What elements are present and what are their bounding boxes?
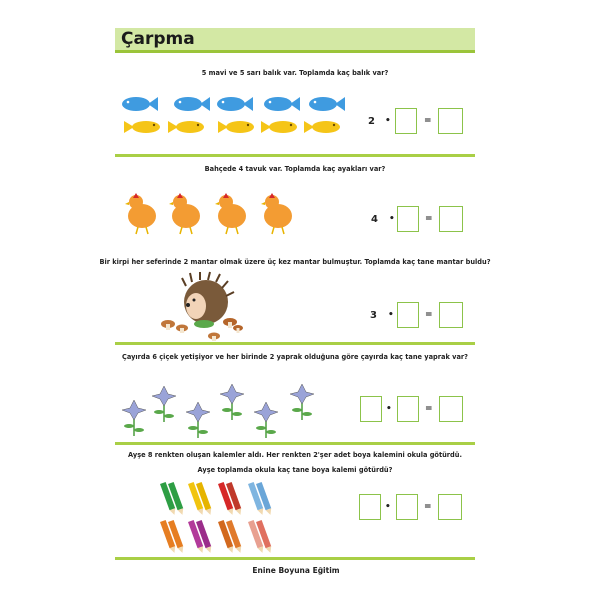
pencil-group [152, 480, 282, 560]
question-3-text: Bir kirpi her seferinde 2 mantar olmak üzere üç kez mantar bulmuştur. Toplamda kaç tane mantar buldu? [99, 258, 491, 266]
flower-icon [122, 384, 314, 438]
footer-brand: Enine Boyuna Eğitim [252, 566, 340, 575]
answer-box-4b[interactable] [397, 396, 419, 422]
answer-box-1b[interactable] [438, 108, 463, 134]
flower-group [120, 374, 330, 440]
answer-box-2a[interactable] [397, 206, 419, 232]
answer-box-4a[interactable] [360, 396, 382, 422]
question-2-text: Bahçede 4 tavuk var. Toplamda kaç ayakları var? [204, 165, 386, 173]
answer-box-3a[interactable] [397, 302, 419, 328]
multiplier-3: 3 [370, 310, 377, 321]
dot-operator: • [385, 502, 391, 512]
question-5-text-line2: Ayşe toplamda okula kaç tane boya kalemi götürdü? [197, 466, 393, 474]
equals-sign: = [425, 214, 433, 224]
equals-sign: = [424, 116, 432, 126]
section-divider [115, 442, 475, 445]
equals-sign: = [425, 404, 433, 414]
hedgehog-scene [158, 272, 248, 342]
answer-box-5a[interactable] [359, 494, 381, 520]
equals-sign: = [425, 310, 433, 320]
multiplier-2: 4 [371, 214, 378, 225]
section-divider [115, 154, 475, 157]
multiplier-1: 2 [368, 116, 375, 127]
dot-operator: • [389, 214, 395, 224]
equals-sign: = [424, 502, 432, 512]
section-divider [115, 557, 475, 560]
answer-box-5c[interactable] [438, 494, 462, 520]
answer-box-3b[interactable] [439, 302, 463, 328]
question-5-text-line1: Ayşe 8 renkten oluşan kalemler aldı. Her renkten 2'şer adet boya kalemini okula götürdü. [128, 451, 462, 459]
fish-group [118, 90, 348, 140]
answer-box-1a[interactable] [395, 108, 417, 134]
section-divider [115, 342, 475, 345]
dot-operator: • [388, 310, 394, 320]
answer-box-4c[interactable] [439, 396, 463, 422]
answer-box-2b[interactable] [439, 206, 463, 232]
page-title: Çarpma [121, 29, 195, 49]
question-4-text: Çayırda 6 çiçek yetişiyor ve her birinde 2 yaprak olduğuna göre çayırda kaç tane yaprak var? [122, 353, 468, 361]
fish-icon [122, 97, 345, 133]
chicken-icon [125, 193, 292, 234]
chicken-group [122, 188, 302, 238]
dot-operator: • [385, 116, 391, 126]
dot-operator: • [386, 404, 392, 414]
question-1-text: 5 mavi ve 5 sarı balık var. Toplamda kaç balık var? [201, 69, 389, 77]
answer-box-5b[interactable] [396, 494, 418, 520]
title-bar [115, 28, 475, 53]
pencil-icon [160, 482, 273, 554]
